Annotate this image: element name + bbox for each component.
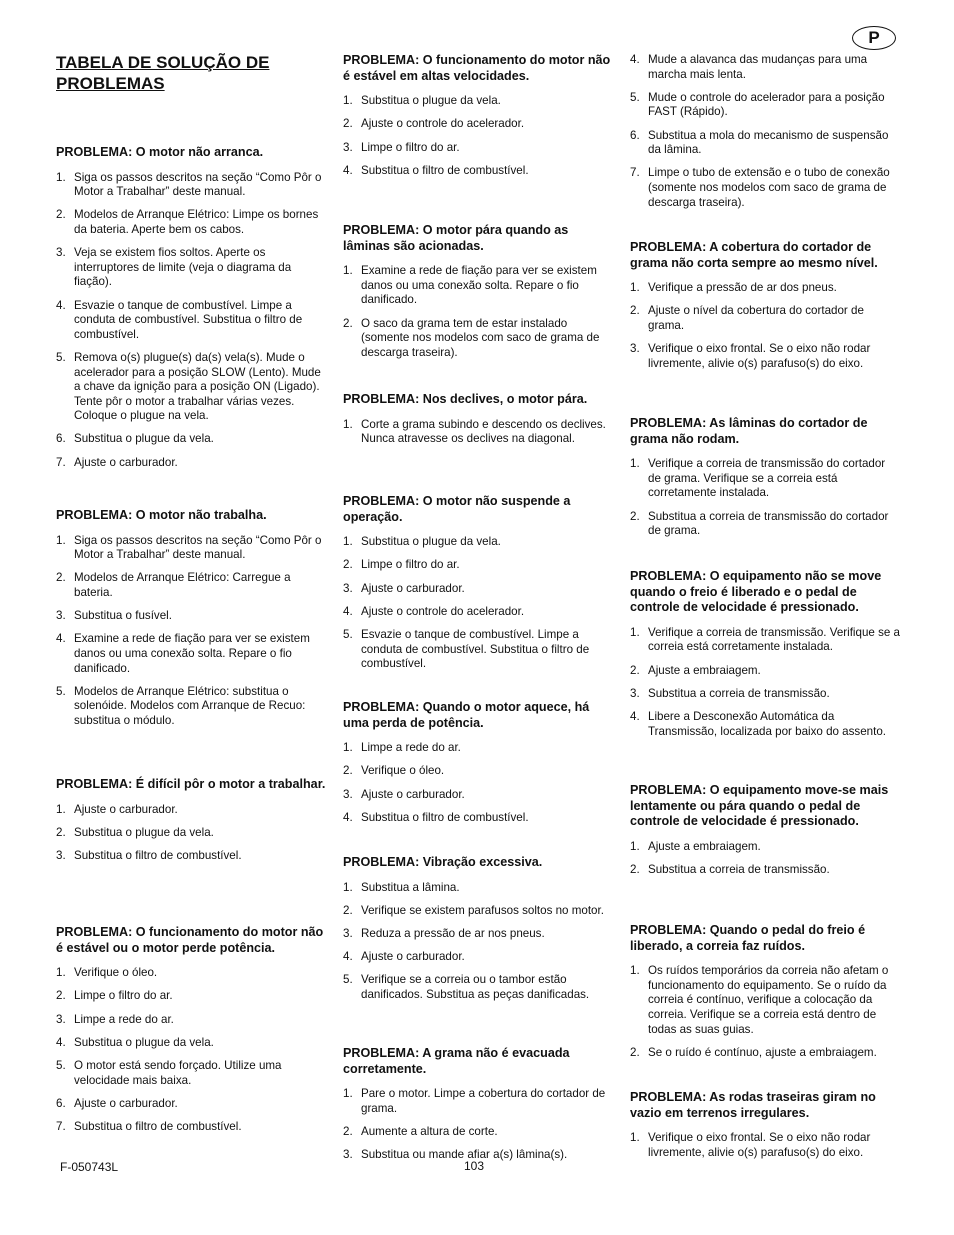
item-text: Substitua a correia de transmissão. bbox=[648, 862, 830, 876]
solution-list bbox=[630, 457, 900, 539]
problem-section bbox=[343, 53, 611, 187]
solution-list bbox=[630, 964, 900, 1060]
item-number: 2. bbox=[56, 208, 66, 222]
solution-item bbox=[343, 117, 611, 132]
item-number: 1. bbox=[343, 741, 353, 755]
solution-list bbox=[343, 741, 611, 825]
item-text: Mude a alavanca das mudanças para uma marcha mais lenta. bbox=[648, 53, 868, 81]
item-number: 1. bbox=[56, 170, 66, 184]
problem-heading: PROBLEMA: Vibração excessiva. bbox=[343, 855, 543, 869]
solution-list bbox=[630, 1131, 900, 1160]
problem-section bbox=[343, 700, 611, 834]
solution-item bbox=[56, 826, 326, 841]
item-text: Ajuste o carburador. bbox=[74, 1096, 178, 1110]
solution-item bbox=[343, 164, 611, 179]
item-text: Substitua o plugue da vela. bbox=[74, 825, 214, 839]
solution-item bbox=[343, 1087, 611, 1116]
item-text: Substitua a lâmina. bbox=[361, 880, 460, 894]
item-text: Ajuste o controle do acelerador. bbox=[361, 604, 525, 618]
solution-item bbox=[343, 811, 611, 826]
problem-section bbox=[343, 223, 611, 369]
solution-item bbox=[56, 989, 326, 1004]
solution-item bbox=[343, 950, 611, 965]
item-number: 1. bbox=[343, 264, 353, 278]
solution-item bbox=[56, 803, 326, 818]
item-text: Verifique o óleo. bbox=[74, 966, 158, 980]
item-text: Ajuste a embraiagem. bbox=[648, 663, 761, 677]
item-number: 2. bbox=[343, 1124, 353, 1138]
item-text: Modelos de Arranque Elétrico: Carregue a bateria. bbox=[74, 571, 291, 599]
solution-item bbox=[343, 788, 611, 803]
solution-item bbox=[56, 432, 326, 447]
item-text: Verifique a correia de transmissão. Verifique se a correia está corretamente instalada. bbox=[648, 625, 900, 654]
item-text: Substitua o plugue da vela. bbox=[361, 94, 501, 108]
item-number: 1. bbox=[630, 1131, 640, 1145]
item-number: 2. bbox=[630, 663, 640, 677]
solution-item bbox=[343, 264, 611, 308]
solution-item bbox=[630, 1131, 900, 1160]
item-text: Substitua a correia de transmissão do cortador de grama. bbox=[648, 509, 889, 538]
page-number: 103 bbox=[464, 1159, 485, 1173]
solution-item bbox=[343, 1125, 611, 1140]
item-text: Esvazie o tanque de combustível. Limpe a conduta de combustível. Substitua o filtro de combustível. bbox=[361, 627, 590, 671]
solution-item bbox=[630, 281, 900, 296]
item-number: 5. bbox=[343, 973, 353, 987]
item-number: 3. bbox=[56, 848, 66, 862]
problem-section bbox=[56, 508, 326, 737]
solution-item bbox=[56, 571, 326, 600]
problem-heading: PROBLEMA: A grama não é evacuada corretamente. bbox=[343, 1046, 570, 1076]
item-number: 3. bbox=[343, 1148, 353, 1162]
item-text: Substitua o filtro de combustível. bbox=[361, 163, 529, 177]
item-text: Examine a rede de fiação para ver se existem danos ou uma conexão solta. Repare o fio danificado. bbox=[361, 264, 597, 307]
item-text: Limpe a rede do ar. bbox=[74, 1012, 174, 1026]
problem-heading: PROBLEMA: O equipamento não se move quando o freio é liberado e o pedal de controle de velocidade é pressionado. bbox=[630, 569, 882, 615]
item-text: Limpe a rede do ar. bbox=[361, 741, 461, 755]
item-number: 2. bbox=[630, 862, 640, 876]
item-number: 3. bbox=[343, 787, 353, 801]
solution-item bbox=[343, 904, 611, 919]
item-text: Siga os passos descritos na seção “Como Pôr o Motor a Trabalhar” deste manual. bbox=[74, 170, 322, 199]
item-text: Corte a grama subindo e descendo os declives. Nunca atravesse os declives na diagonal. bbox=[361, 417, 606, 446]
item-number: 1. bbox=[56, 802, 66, 816]
item-text: Substitua o fusível. bbox=[74, 609, 172, 623]
item-number: 6. bbox=[56, 1096, 66, 1110]
solution-item bbox=[630, 53, 900, 82]
solution-item bbox=[56, 456, 326, 471]
item-text: Libere a Desconexão Automática da Transmissão, localizada por baixo do assento. bbox=[648, 709, 887, 738]
solution-item bbox=[630, 626, 900, 655]
solution-item bbox=[56, 208, 326, 237]
item-text: Mude o controle do acelerador para a posição FAST (Rápido). bbox=[648, 90, 885, 119]
item-number: 5. bbox=[56, 1058, 66, 1072]
item-text: Ajuste o carburador. bbox=[74, 802, 178, 816]
solution-list bbox=[343, 264, 611, 360]
solution-list bbox=[343, 94, 611, 178]
item-number: 1. bbox=[630, 964, 640, 978]
page-badge: P bbox=[852, 26, 896, 50]
item-text: Modelos de Arranque Elétrico: substitua o solenóide. Modelos com Arranque de Recuo: substitua o módulo. bbox=[74, 684, 306, 727]
item-text: Limpe o filtro do ar. bbox=[361, 140, 460, 154]
item-text: Reduza a pressão de ar nos pneus. bbox=[361, 926, 545, 940]
solution-list bbox=[630, 840, 900, 878]
item-number: 1. bbox=[630, 457, 640, 471]
item-text: Verifique a correia de transmissão do cortador de grama. Verifique se a correia está corretamente instalada. bbox=[648, 457, 886, 500]
solution-list bbox=[56, 966, 326, 1134]
solution-list bbox=[56, 171, 326, 471]
solution-list bbox=[56, 803, 326, 864]
solution-item bbox=[343, 973, 611, 1002]
solution-item bbox=[56, 534, 326, 563]
item-number: 2. bbox=[630, 304, 640, 318]
item-text: Substitua a correia de transmissão. bbox=[648, 686, 830, 700]
solution-list bbox=[343, 418, 611, 447]
item-number: 1. bbox=[630, 281, 640, 295]
solution-item bbox=[56, 1097, 326, 1112]
item-text: Siga os passos descritos na seção “Como Pôr o Motor a Trabalhar” deste manual. bbox=[74, 533, 322, 562]
item-number: 2. bbox=[630, 509, 640, 523]
problem-section bbox=[630, 923, 900, 1069]
solution-list bbox=[56, 534, 326, 729]
item-text: Pare o motor. Limpe a cobertura do cortador de grama. bbox=[361, 1087, 606, 1115]
item-number: 5. bbox=[56, 684, 66, 698]
solution-item bbox=[56, 1036, 326, 1051]
problem-section bbox=[630, 783, 900, 886]
solution-item bbox=[630, 687, 900, 702]
item-text: Substitua o plugue da vela. bbox=[74, 1035, 214, 1049]
solution-item bbox=[56, 1059, 326, 1088]
problem-section bbox=[630, 240, 900, 380]
item-number: 2. bbox=[343, 764, 353, 778]
item-number: 1. bbox=[630, 839, 640, 853]
item-number: 3. bbox=[343, 140, 353, 154]
problem-heading: PROBLEMA: O motor não suspende a operação. bbox=[343, 494, 571, 524]
problem-section bbox=[343, 494, 611, 680]
solution-item bbox=[343, 741, 611, 756]
item-number: 1. bbox=[56, 533, 66, 547]
solution-item bbox=[56, 171, 326, 200]
problem-heading: PROBLEMA: As lâminas do cortador de grama não rodam. bbox=[630, 416, 868, 446]
item-number: 2. bbox=[630, 1045, 640, 1059]
item-number: 4. bbox=[630, 709, 640, 723]
problem-section bbox=[630, 569, 900, 748]
item-text: Se o ruído é contínuo, ajuste a embraiagem. bbox=[648, 1045, 877, 1059]
solution-item bbox=[56, 966, 326, 981]
item-number: 6. bbox=[56, 432, 66, 446]
item-text: Modelos de Arranque Elétrico: Limpe os bornes da bateria. Aperte bem os cabos. bbox=[74, 208, 319, 236]
solution-item bbox=[630, 457, 900, 501]
item-number: 1. bbox=[343, 94, 353, 108]
problem-heading: PROBLEMA: O equipamento move-se mais lentamente ou pára quando o pedal de controle de velocidade é pressionado. bbox=[630, 783, 889, 829]
solution-item bbox=[343, 927, 611, 942]
solution-item bbox=[56, 1120, 326, 1135]
problem-heading: PROBLEMA: O funcionamento do motor não é estável ou o motor perde potência. bbox=[56, 925, 324, 955]
item-number: 1. bbox=[343, 1087, 353, 1101]
item-number: 3. bbox=[56, 246, 66, 260]
item-number: 4. bbox=[630, 53, 640, 66]
solution-item bbox=[630, 840, 900, 855]
item-number: 2. bbox=[343, 903, 353, 917]
solution-item bbox=[630, 964, 900, 1037]
item-text: Substitua o plugue da vela. bbox=[361, 535, 501, 549]
item-number: 2. bbox=[343, 316, 353, 330]
solution-item bbox=[630, 304, 900, 333]
item-number: 2. bbox=[56, 571, 66, 585]
solution-item bbox=[630, 1046, 900, 1061]
item-number: 5. bbox=[56, 350, 66, 364]
item-text: Limpe o filtro do ar. bbox=[74, 989, 173, 1003]
item-text: Remova o(s) plugue(s) da(s) vela(s). Mude o acelerador para a posição SLOW (Lento). Mude a chave da ignição para a posição ON (Ligado). Tente pôr o motor a trabalhar várias vezes. Coloque o plugue na vela. bbox=[74, 350, 321, 423]
problem-heading: PROBLEMA: O motor pára quando as lâminas são acionadas. bbox=[343, 223, 569, 253]
item-text: Esvazie o tanque de combustível. Limpe a conduta de combustível. Substitua o filtro de combustível. bbox=[74, 298, 303, 341]
item-text: Ajuste o nível da cobertura do cortador de grama. bbox=[648, 304, 864, 332]
item-number: 4. bbox=[343, 810, 353, 824]
problem-section bbox=[343, 1046, 611, 1171]
item-text: Substitua o filtro de combustível. bbox=[361, 810, 529, 824]
item-number: 4. bbox=[343, 604, 353, 618]
item-number: 1. bbox=[343, 880, 353, 894]
item-text: Veja se existem fios soltos. Aperte os interruptores de limite (veja o diagrama da fiação). bbox=[74, 246, 292, 289]
item-number: 4. bbox=[56, 632, 66, 646]
solution-item bbox=[343, 582, 611, 597]
solution-item bbox=[630, 166, 900, 210]
item-text: Ajuste o carburador. bbox=[361, 950, 465, 964]
solution-list bbox=[343, 1087, 611, 1163]
solution-item bbox=[56, 632, 326, 676]
item-number: 7. bbox=[630, 166, 640, 180]
item-text: Limpe o filtro do ar. bbox=[361, 558, 460, 572]
item-number: 2. bbox=[56, 825, 66, 839]
solution-item bbox=[343, 628, 611, 672]
solution-item bbox=[56, 849, 326, 864]
problem-heading: PROBLEMA: Quando o pedal do freio é liberado, a correia faz ruídos. bbox=[630, 923, 866, 953]
item-number: 3. bbox=[630, 686, 640, 700]
item-number: 1. bbox=[343, 535, 353, 549]
solution-list bbox=[630, 53, 900, 210]
problem-section bbox=[343, 392, 611, 455]
solution-item bbox=[630, 664, 900, 679]
problem-section bbox=[56, 145, 326, 479]
item-number: 3. bbox=[630, 342, 640, 356]
problem-section bbox=[630, 53, 900, 219]
solution-item bbox=[343, 605, 611, 620]
item-number: 1. bbox=[56, 966, 66, 980]
solution-item bbox=[56, 299, 326, 343]
item-number: 4. bbox=[343, 163, 353, 177]
problem-section bbox=[630, 1090, 900, 1169]
item-text: Limpe o tubo de extensão e o tubo de conexão (somente nos modelos com saco de grama de descarga traseira). bbox=[648, 166, 890, 209]
problem-section bbox=[56, 925, 326, 1143]
solution-item bbox=[56, 609, 326, 624]
item-number: 4. bbox=[56, 1035, 66, 1049]
item-text: Aumente a altura de corte. bbox=[361, 1124, 498, 1138]
solution-item bbox=[343, 418, 611, 447]
item-text: Substitua o filtro de combustível. bbox=[74, 1119, 242, 1133]
item-number: 4. bbox=[343, 950, 353, 964]
problem-section bbox=[56, 777, 326, 872]
problem-heading: PROBLEMA: Nos declives, o motor pára. bbox=[343, 392, 588, 406]
item-text: Ajuste o carburador. bbox=[361, 787, 465, 801]
solution-list bbox=[630, 626, 900, 739]
solution-item bbox=[630, 863, 900, 878]
item-number: 7. bbox=[56, 1119, 66, 1133]
solution-item bbox=[56, 685, 326, 729]
solution-item bbox=[630, 710, 900, 739]
item-text: Ajuste o carburador. bbox=[361, 581, 465, 595]
item-number: 7. bbox=[56, 455, 66, 469]
item-text: Ajuste a embraiagem. bbox=[648, 839, 761, 853]
solution-item bbox=[630, 342, 900, 371]
item-text: Substitua o plugue da vela. bbox=[74, 432, 214, 446]
solution-list bbox=[343, 535, 611, 672]
item-number: 2. bbox=[343, 117, 353, 131]
problem-section bbox=[343, 855, 611, 1011]
solution-list bbox=[343, 881, 611, 1003]
item-text: Verifique a pressão de ar dos pneus. bbox=[648, 281, 837, 295]
item-text: Os ruídos temporários da correia não afetam o funcionamento do equipamento. Se o ruído da correia é contínuo, verifique a colocação da correia. Verifique se a correia está dentro de todas as suas guias. bbox=[648, 964, 889, 1036]
item-number: 2. bbox=[56, 989, 66, 1003]
solution-item bbox=[56, 246, 326, 290]
item-text: Verifique o eixo frontal. Se o eixo não rodar livremente, alivie o(s) parafuso(s) do eixo. bbox=[648, 342, 871, 370]
item-text: Verifique o óleo. bbox=[361, 764, 445, 778]
item-number: 3. bbox=[343, 581, 353, 595]
solution-item bbox=[343, 317, 611, 361]
problem-heading: PROBLEMA: Quando o motor aquece, há uma perda de potência. bbox=[343, 700, 590, 730]
item-number: 1. bbox=[343, 417, 353, 431]
solution-item bbox=[343, 558, 611, 573]
problem-heading: PROBLEMA: As rodas traseiras giram no vazio em terrenos irregulares. bbox=[630, 1090, 876, 1120]
item-text: O motor está sendo forçado. Utilize uma velocidade mais baixa. bbox=[74, 1058, 282, 1087]
problem-section bbox=[630, 416, 900, 547]
item-text: O saco da grama tem de estar instalado (somente nos modelos com saco de grama de descarga traseira). bbox=[361, 316, 600, 359]
item-number: 1. bbox=[630, 625, 640, 639]
solution-item bbox=[343, 881, 611, 896]
solution-item bbox=[630, 510, 900, 539]
solution-item bbox=[343, 94, 611, 109]
page-title: TABELA DE SOLUÇÃO DE PROBLEMAS bbox=[56, 53, 270, 93]
item-text: Substitua o filtro de combustível. bbox=[74, 848, 242, 862]
footer-code: F-050743L bbox=[60, 1160, 119, 1174]
item-text: Substitua ou mande afiar a(s) lâmina(s). bbox=[361, 1148, 568, 1162]
solution-item bbox=[343, 535, 611, 550]
problem-heading: PROBLEMA: O motor não arranca. bbox=[56, 145, 264, 159]
solution-item bbox=[630, 129, 900, 158]
item-number: 4. bbox=[56, 298, 66, 312]
item-text: Verifique se existem parafusos soltos no motor. bbox=[361, 903, 604, 917]
item-number: 6. bbox=[630, 128, 640, 142]
problem-heading: PROBLEMA: O motor não trabalha. bbox=[56, 508, 267, 522]
item-number: 5. bbox=[343, 627, 353, 641]
item-number: 3. bbox=[56, 609, 66, 623]
solution-item bbox=[630, 91, 900, 120]
item-number: 5. bbox=[630, 90, 640, 104]
item-text: Ajuste o controle do acelerador. bbox=[361, 117, 525, 131]
problem-heading: PROBLEMA: O funcionamento do motor não é estável em altas velocidades. bbox=[343, 53, 611, 83]
item-text: Substitua a mola do mecanismo de suspensão da lâmina. bbox=[648, 128, 889, 157]
item-number: 2. bbox=[343, 558, 353, 572]
item-text: Examine a rede de fiação para ver se existem danos ou uma conexão solta. Repare o fio danificado. bbox=[74, 632, 310, 675]
item-text: Ajuste o carburador. bbox=[74, 455, 178, 469]
solution-item bbox=[56, 1013, 326, 1028]
item-number: 3. bbox=[56, 1012, 66, 1026]
solution-list bbox=[630, 281, 900, 371]
problem-heading: PROBLEMA: É difícil pôr o motor a trabalhar. bbox=[56, 777, 326, 791]
problem-heading: PROBLEMA: A cobertura do cortador de grama não corta sempre ao mesmo nível. bbox=[630, 240, 878, 270]
solution-item bbox=[56, 351, 326, 424]
item-text: Verifique se a correia ou o tambor estão danificados. Substitua as peças danificadas. bbox=[361, 973, 590, 1001]
item-text: Verifique o eixo frontal. Se o eixo não rodar livremente, alivie o(s) parafuso(s) do eixo. bbox=[648, 1131, 871, 1159]
solution-item bbox=[343, 764, 611, 779]
item-number: 3. bbox=[343, 926, 353, 940]
solution-item bbox=[343, 141, 611, 156]
